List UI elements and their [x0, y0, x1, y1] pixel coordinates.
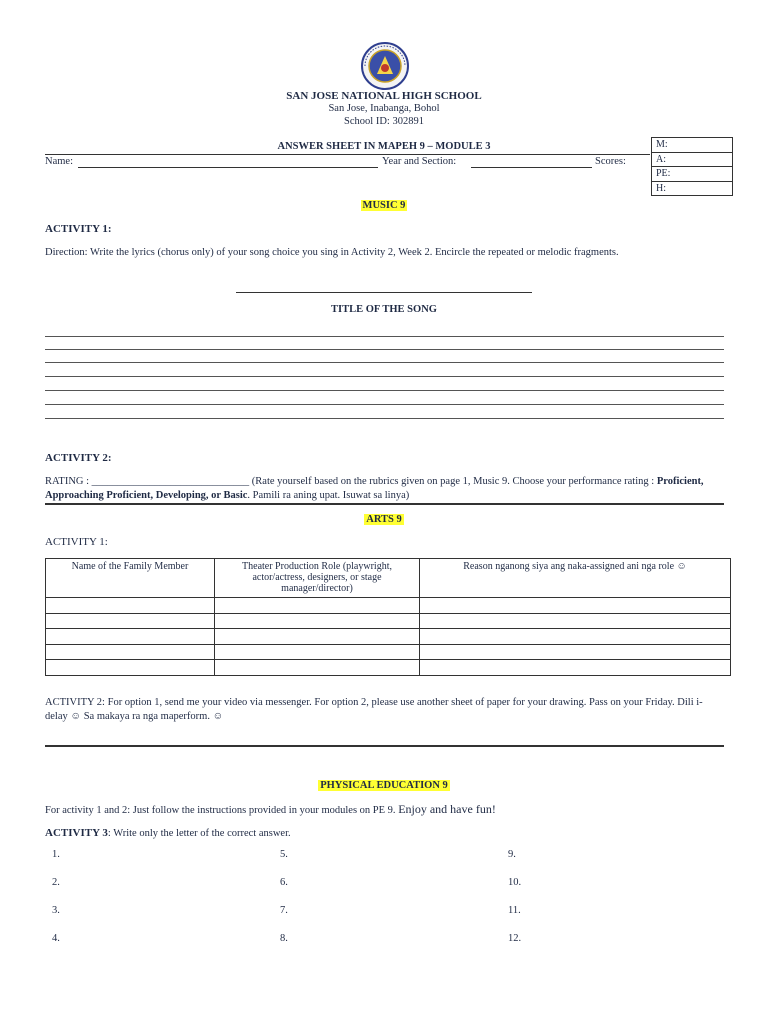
table-header: Name of the Family Member — [46, 559, 215, 598]
year-section-field[interactable] — [471, 167, 592, 168]
lyrics-line[interactable] — [45, 336, 724, 337]
school-name: SAN JOSE NATIONAL HIGH SCHOOL — [286, 90, 482, 102]
school-address: San Jose, Inabanga, Bohol — [328, 103, 440, 114]
year-section-label: Year and Section: — [382, 156, 457, 167]
family-roles-table — [45, 558, 731, 676]
music-activity1-direction: Direction: Write the lyrics (chorus only) of your song choice you sing in Activity 2, Week 2. Encircle the repeated or melodic fragments. — [45, 247, 619, 258]
section-divider — [45, 745, 724, 747]
answer-item[interactable]: 10. — [508, 877, 522, 888]
answer-item[interactable]: 1. — [52, 849, 60, 860]
sheet-title: ANSWER SHEET IN MAPEH 9 – MODULE 3 — [277, 141, 491, 152]
score-h[interactable]: H: — [652, 181, 733, 196]
scores-table — [651, 137, 733, 196]
music-activity1-label: ACTIVITY 1: — [45, 223, 112, 235]
pe-heading: PHYSICAL EDUCATION 9 — [320, 780, 448, 791]
score-pe[interactable]: PE: — [652, 167, 733, 182]
lyrics-line[interactable] — [45, 362, 724, 363]
answer-item[interactable]: 2. — [52, 877, 60, 888]
name-label: Name: — [45, 156, 73, 167]
scores-label: Scores: — [595, 156, 626, 167]
arts-activity2-text: ACTIVITY 2: For option 1, send me your video via messenger. For option 2, please use another sheet of paper for your drawing. Pass on your Friday. Dili i-delay ☺ Sa makaya ra nga maperform. ☺ — [45, 697, 703, 722]
score-a[interactable]: A: — [652, 152, 733, 167]
answer-item[interactable]: 11. — [508, 905, 521, 916]
table-header: Theater Production Role (playwright, actor/actress, designers, or stage manager/director) — [215, 559, 420, 598]
lyrics-line[interactable] — [45, 390, 724, 391]
name-field[interactable] — [78, 167, 378, 168]
answer-item[interactable]: 6. — [280, 877, 288, 888]
lyrics-line[interactable] — [45, 404, 724, 405]
rating-label: RATING : — [45, 476, 90, 487]
rating-paragraph — [45, 475, 725, 502]
deped-seal-logo — [355, 41, 415, 91]
lyrics-line[interactable] — [45, 376, 724, 377]
pe-instructions: For activity 1 and 2: Just follow the instructions provided in your modules on PE 9. Enjoy and have fun! — [45, 802, 496, 816]
pe-activity3: ACTIVITY 3: Write only the letter of the correct answer. — [45, 827, 291, 839]
table-header: Reason nganong siya ang naka-assigned ani nga role ☺ — [420, 559, 731, 598]
lyrics-line[interactable] — [45, 418, 724, 419]
table-row — [46, 629, 731, 645]
answer-item[interactable]: 3. — [52, 905, 60, 916]
rating-instructions-end: . Pamili ra aning upat. Isuwat sa linya) — [247, 489, 410, 501]
table-row — [46, 644, 731, 660]
answer-item[interactable]: 9. — [508, 849, 516, 860]
table-row — [46, 660, 731, 676]
table-row — [46, 613, 731, 629]
score-m[interactable]: M: — [652, 138, 733, 153]
school-id: School ID: 302891 — [344, 116, 424, 127]
arts-heading: ARTS 9 — [366, 514, 402, 525]
music-activity2-label: ACTIVITY 2: — [45, 452, 112, 464]
title-underline — [45, 154, 650, 155]
answer-item[interactable]: 12. — [508, 933, 522, 944]
song-title-blank[interactable] — [236, 292, 532, 293]
answer-item[interactable]: 4. — [52, 933, 60, 944]
lyrics-line[interactable] — [45, 349, 724, 350]
rating-input[interactable]: ______________________________ — [91, 476, 250, 487]
rating-instructions: (Rate yourself based on the rubrics given on page 1, Music 9. Choose your performance rating : — [251, 476, 655, 487]
answer-item[interactable]: 7. — [280, 905, 288, 916]
section-divider — [45, 503, 724, 505]
music-heading: MUSIC 9 — [362, 200, 406, 211]
answer-item[interactable]: 8. — [280, 933, 288, 944]
song-title-label: TITLE OF THE SONG — [331, 304, 437, 315]
answer-item[interactable]: 5. — [280, 849, 288, 860]
table-row — [46, 598, 731, 614]
arts-activity1-label: ACTIVITY 1: — [45, 536, 108, 548]
rating-options: Proficient, Approaching Proficient, Developing, or Basic — [45, 476, 704, 501]
